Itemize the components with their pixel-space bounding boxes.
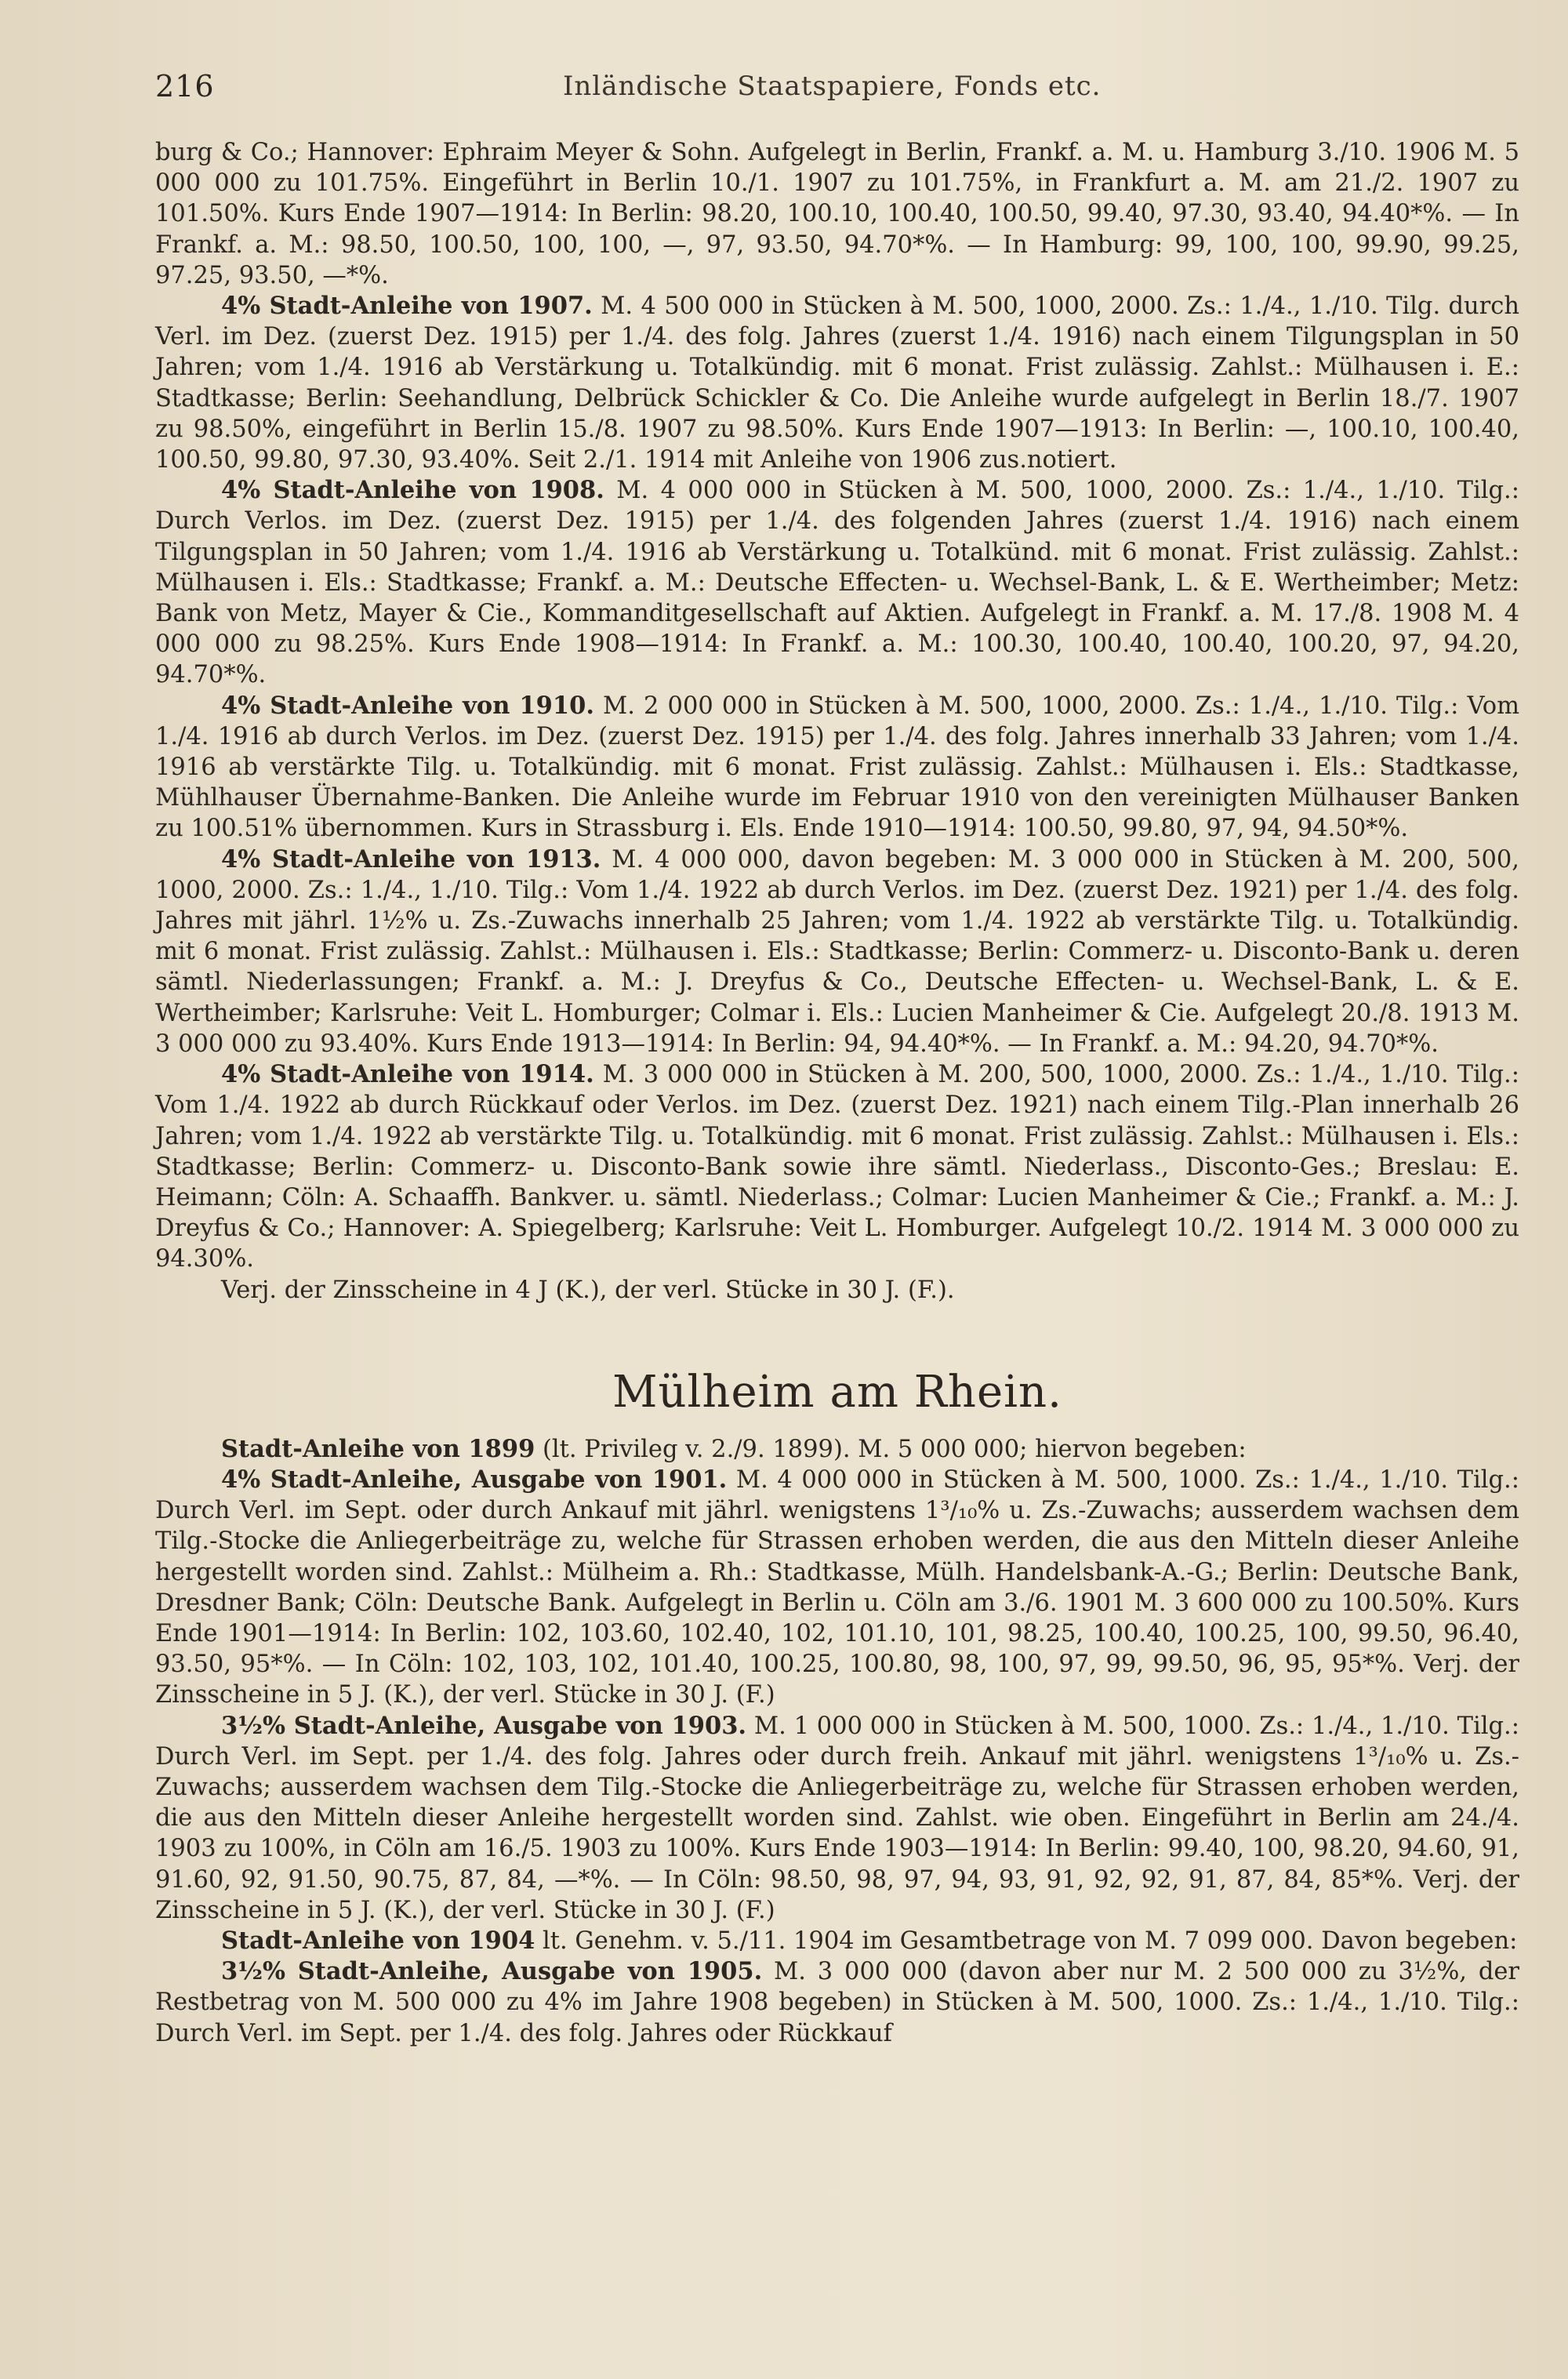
section-paragraph-list xyxy=(155,1434,1519,2049)
bond-heading: Stadt-Anleihe von 1899 xyxy=(221,1434,535,1463)
running-title: Inländische Staatspapiere, Fonds etc. xyxy=(563,71,1102,102)
paragraph-text: Verj. der Zinsscheine in 4 J (K.), der verl. Stücke in 30 J. (F.). xyxy=(221,1276,955,1304)
paragraph-text: M. 3 000 000 in Stücken à M. 200, 500, 1000, 2000. Zs.: 1./4., 1./10. Tilg.: Vom 1./4. 1922 ab durch Rückkauf oder Verlos. im Dez. (zuerst Dez. 1921) nach einem Tilg.-Plan innerhalb 26 Jahren; vom 1./4. 1922 ab verstärkte Tilg. u. Totalkündig. mit 6 monat. Frist zulässig. Zahlst.: Mülhausen i. Els.: Stadtkasse; Berlin: Commerz- u. Disconto-Bank sowie ihre sämtl. Niederlass., Disconto-Ges.; Breslau: E. Heimann; Cöln: A. Schaaffh. Bankver. u. sämtl. Niederlass.; Colmar: Lucien Manheimer & Cie.; Frankf. a. M.: J. Dreyfus & Co.; Hannover: A. Spiegelberg; Karlsruhe: Veit L. Homburger. Aufgelegt 10./2. 1914 M. 3 000 000 zu 94.30%. xyxy=(155,1061,1519,1273)
bond-heading: 4% Stadt-Anleihe von 1914. xyxy=(221,1060,594,1089)
paragraph xyxy=(155,1711,1519,1926)
paragraph xyxy=(155,691,1519,844)
paragraph-text: M. 3 000 000 (davon aber nur M. 2 500 000 zu 3½%, der Restbetrag von M. 500 000 zu 4% im Jahre 1908 begeben) in Stücken à M. 500, 1000. Zs.: 1./4., 1./10. Tilg.: Durch Verl. im Sept. per 1./4. des folg. Jahres oder Rückkauf xyxy=(155,1958,1519,2047)
paragraph xyxy=(155,1926,1519,1956)
paragraph xyxy=(155,844,1519,1059)
bond-heading: 4% Stadt-Anleihe von 1908. xyxy=(221,476,604,505)
bond-heading: 4% Stadt-Anleihe, Ausgabe von 1901. xyxy=(221,1465,728,1494)
paragraph-text: burg & Co.; Hannover: Ephraim Meyer & Sohn. Aufgelegt in Berlin, Frankf. a. M. u. Hamburg 3./10. 1906 M. 5 000 000 zu 101.75%. Eingeführt in Berlin 10./1. 1907 zu 101.75%, in Frankfurt a. M. am 21./2. 1907 zu 101.50%. Kurs Ende 1907—1914: In Berlin: 98.20, 100.10, 100.40, 100.50, 99.40, 97.30, 93.40, 94.40*%. — In Frankf. a. M.: 98.50, 100.50, 100, 100, —, 97, 93.50, 94.70*%. — In Hamburg: 99, 100, 100, 99.90, 99.25, 97.25, 93.50, —*%. xyxy=(155,139,1519,289)
paragraph-text: M. 1 000 000 in Stücken à M. 500, 1000. Zs.: 1./4., 1./10. Tilg.: Durch Verl. im Sept. per 1./4. des folg. Jahres oder durch freih. Ankauf mit jährl. wenigstens 1³/₁₀% u. Zs.-Zuwachs; ausserdem wachsen dem Tilg.-Stocke die Anliegerbeiträge zu, welche für Strassen erhoben werden, die aus den Mitteln dieser Anleihe hergestellt worden sind. Zahlst. wie oben. Eingeführt in Berlin am 24./4. 1903 zu 100%, in Cöln am 16./5. 1903 zu 100%. Kurs Ende 1903—1914: In Berlin: 99.40, 100, 98.20, 94.60, 91, 91.60, 92, 91.50, 90.75, 87, 84, —*%. — In Cöln: 98.50, 98, 97, 94, 93, 91, 92, 92, 91, 87, 84, 85*%. Verj. der Zinsscheine in 5 J. (K.), der verl. Stücke in 30 J. (F.) xyxy=(155,1712,1519,1924)
page-number: 216 xyxy=(155,69,215,104)
paragraph xyxy=(155,137,1519,291)
bond-heading: 3½% Stadt-Anleihe, Ausgabe von 1905. xyxy=(221,1957,763,1986)
bond-heading: 4% Stadt-Anleihe von 1910. xyxy=(221,691,594,720)
paragraph xyxy=(155,1434,1519,1465)
bond-heading: 4% Stadt-Anleihe von 1913. xyxy=(221,844,601,874)
paragraph-text: M. 4 000 000 in Stücken à M. 500, 1000. Zs.: 1./4., 1./10. Tilg.: Durch Verl. im Sept. oder durch Ankauf mit jährl. wenigstens 1³/₁₀% u. Zs.-Zuwachs; ausserdem wachsen dem Tilg.-Stocke die Anliegerbeiträge zu, welche für Strassen erhoben werden, die aus den Mitteln dieser Anleihe hergestellt worden sind. Zahlst.: Mülheim a. Rh.: Stadtkasse, Mülh. Handelsbank-A.-G.; Berlin: Deutsche Bank, Dresdner Bank; Cöln: Deutsche Bank. Aufgelegt in Berlin u. Cöln am 3./6. 1901 M. 3 600 000 zu 100.50%. Kurs Ende 1901—1914: In Berlin: 102, 103.60, 102.40, 102, 101.10, 101, 98.25, 100.40, 100.25, 100, 99.50, 96.40, 93.50, 95*%. — In Cöln: 102, 103, 102, 101.40, 100.25, 100.80, 98, 100, 97, 99, 99.50, 96, 95, 95*%. Verj. der Zinsscheine in 5 J. (K.), der verl. Stücke in 30 J. (F.) xyxy=(155,1466,1519,1709)
bond-heading: Stadt-Anleihe von 1904 xyxy=(221,1926,535,1955)
paragraph-text: M. 4 000 000, davon begeben: M. 3 000 000 in Stücken à M. 200, 500, 1000, 2000. Zs.: 1./4., 1./10. Tilg.: Vom 1./4. 1922 ab durch Verlos. im Dez. (zuerst Dez. 1921) per 1./4. des folg. Jahres mit jährl. 1½% u. Zs.-Zuwachs innerhalb 25 Jahren; vom 1./4. 1922 ab verstärkte Tilg. u. Totalkündig. mit 6 monat. Frist zulässig. Zahlst.: Mülhausen i. Els.: Stadtkasse; Berlin: Commerz- u. Disconto-Bank u. deren sämtl. Niederlassungen; Frankf. a. M.: J. Dreyfus & Co., Deutsche Effecten- u. Wechsel-Bank, L. & E. Wertheimber; Karlsruhe: Veit L. Homburger; Colmar i. Els.: Lucien Manheimer & Cie. Aufgelegt 20./8. 1913 M. 3 000 000 zu 93.40%. Kurs Ende 1913—1914: In Berlin: 94, 94.40*%. — In Frankf. a. M.: 94.20, 94.70*%. xyxy=(155,845,1519,1058)
paragraph xyxy=(155,291,1519,475)
paragraph-text: M. 2 000 000 in Stücken à M. 500, 1000, 2000. Zs.: 1./4., 1./10. Tilg.: Vom 1./4. 1916 ab durch Verlos. im Dez. (zuerst Dez. 1915) per 1./4. des folg. Jahres innerhalb 33 Jahren; vom 1./4. 1916 ab verstärkte Tilg. u. Totalkündig. mit 6 monat. Frist zulässig. Zahlst.: Mülhausen i. Els.: Stadtkasse, Mühlhauser Übernahme-Banken. Die Anleihe wurde im Februar 1910 von den vereinigten Mülhauser Banken zu 100.51% übernommen. Kurs in Strassburg i. Els. Ende 1910—1914: 100.50, 99.80, 97, 94, 94.50*%. xyxy=(155,692,1519,843)
paragraph-text: lt. Genehm. v. 5./11. 1904 im Gesamtbetrage von M. 7 099 000. Davon begeben: xyxy=(535,1927,1518,1955)
paragraph xyxy=(155,1275,1519,1306)
paragraph-text: M. 4 500 000 in Stücken à M. 500, 1000, 2000. Zs.: 1./4., 1./10. Tilg. durch Verl. im Dez. (zuerst Dez. 1915) per 1./4. des folg. Jahres (zuerst 1./4. 1916) nach einem Tilgungsplan in 50 Jahren; vom 1./4. 1916 ab Verstärkung u. Totalkündig. mit 6 monat. Frist zulässig. Zahlst.: Mülhausen i. E.: Stadtkasse; Berlin: Seehandlung, Delbrück Schickler & Co. Die Anleihe wurde aufgelegt in Berlin 18./7. 1907 zu 98.50%, eingeführt in Berlin 15./8. 1907 zu 98.50%. Kurs Ende 1907—1913: In Berlin: —, 100.10, 100.40, 100.50, 99.80, 97.30, 93.40%. Seit 2./1. 1914 mit Anleihe von 1906 zus.notiert. xyxy=(155,292,1519,474)
paragraph-text: M. 4 000 000 in Stücken à M. 500, 1000, 2000. Zs.: 1./4., 1./10. Tilg.: Durch Verlos. im Dez. (zuerst Dez. 1915) per 1./4. des folgenden Jahres (zuerst 1./4. 1916) nach einem Tilgungsplan in 50 Jahren; vom 1./4. 1916 ab Verstärkung u. Totalkünd. mit 6 monat. Frist zulässig. Zahlst.: Mülhausen i. Els.: Stadtkasse; Frankf. a. M.: Deutsche Effecten- u. Wechsel-Bank, L. & E. Wertheimber; Metz: Bank von Metz, Mayer & Cie., Kommanditgesellschaft auf Aktien. Aufgelegt in Frankf. a. M. 17./8. 1908 M. 4 000 000 zu 98.25%. Kurs Ende 1908—1914: In Frankf. a. M.: 100.30, 100.40, 100.40, 100.20, 97, 94.20, 94.70*%. xyxy=(155,477,1519,689)
page-header xyxy=(155,69,1519,116)
page-body xyxy=(155,137,1519,2049)
paragraph-text: (lt. Privileg v. 2./9. 1899). M. 5 000 000; hiervon begeben: xyxy=(535,1435,1247,1463)
paragraph xyxy=(155,1059,1519,1274)
paragraph-list xyxy=(155,137,1519,1306)
paragraph xyxy=(155,1465,1519,1711)
bond-heading: 4% Stadt-Anleihe von 1907. xyxy=(221,292,593,321)
section-title: Mülheim am Rhein. xyxy=(612,1366,1062,1418)
paragraph xyxy=(155,1956,1519,2049)
paragraph xyxy=(155,475,1519,690)
bond-heading: 3½% Stadt-Anleihe, Ausgabe von 1903. xyxy=(221,1711,747,1740)
